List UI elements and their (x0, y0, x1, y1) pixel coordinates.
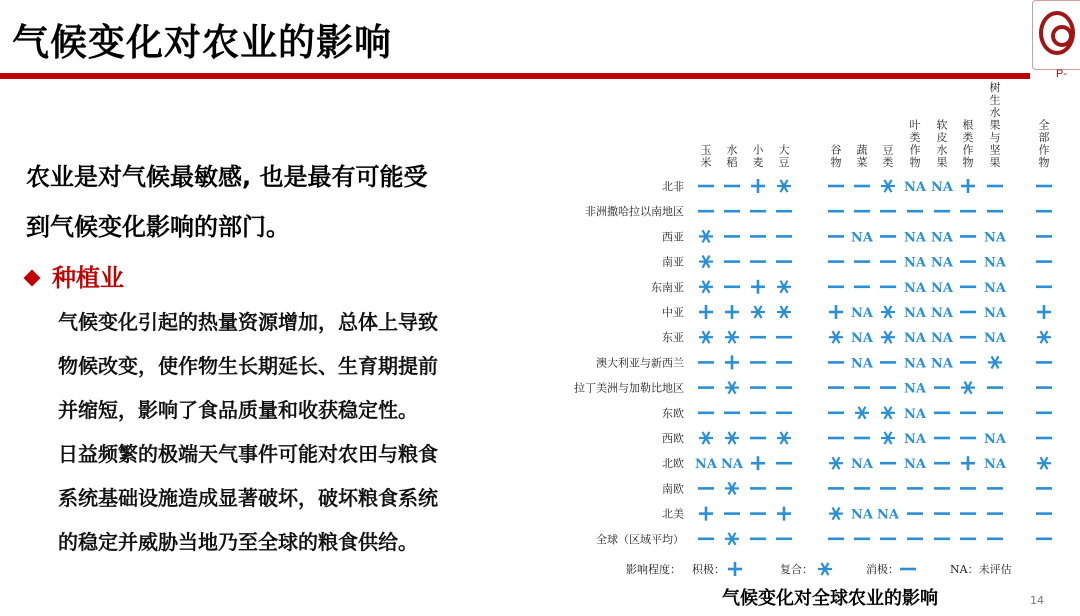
column-header-char: 物 (962, 156, 974, 169)
column-header-char: 树 (989, 81, 1001, 94)
paragraph-1-line-2: 物候改变，使作物生长期延长、生育期提前 (58, 354, 438, 378)
cell-mixed-mark (703, 256, 710, 268)
headline (26, 152, 506, 252)
page-number: 14 (1030, 594, 1044, 607)
cell-mixed-mark (729, 533, 736, 545)
cell-na-label: NA (984, 457, 1006, 473)
legend-positive-label: 积极： (692, 563, 725, 576)
cell-na-label: NA (904, 280, 926, 296)
section-title: 种植业 (52, 264, 124, 292)
column-header-char: 豆 (778, 156, 790, 169)
cell-mixed-mark (755, 306, 762, 318)
cell-mixed-mark (885, 180, 892, 192)
cell-mixed-mark (703, 230, 710, 242)
column-header-char: 作 (909, 143, 921, 157)
cell-mixed-mark (833, 457, 840, 469)
cell-na-label: NA (851, 356, 873, 372)
cell-na-label: NA (984, 230, 1006, 246)
row-label: 非洲撒哈拉以南地区 (585, 205, 684, 219)
cell-mixed-mark (729, 382, 736, 394)
cell-mixed-mark (781, 432, 788, 444)
cell-mixed-mark (781, 306, 788, 318)
cell-mixed-mark (729, 331, 736, 343)
column-header-char: 米 (700, 156, 712, 169)
column-header-char: 水 (726, 143, 738, 157)
cell-na-label: NA (984, 280, 1006, 296)
legend-mixed-label: 复合： (780, 563, 813, 576)
cell-mixed-mark (885, 306, 892, 318)
column-header-char: 类 (962, 131, 974, 144)
cell-na-label: NA (931, 356, 953, 372)
column-header-char: 作 (962, 143, 974, 157)
cell-na-label: NA (904, 255, 926, 271)
column-header-char: 菜 (856, 156, 868, 169)
row-label: 拉丁美洲与加勒比地区 (574, 381, 684, 395)
cell-mixed-mark (885, 331, 892, 343)
cell-na-label: NA (904, 230, 926, 246)
cell-mixed-mark (781, 281, 788, 293)
row-label: 东南亚 (651, 280, 684, 294)
cell-na-label: NA (984, 306, 1006, 321)
row-label: 东欧 (662, 406, 684, 420)
cell-mixed-mark (965, 382, 972, 394)
cell-na-label: NA (984, 432, 1006, 447)
cell-mixed-mark (885, 306, 892, 318)
column-header-char: 大 (778, 143, 790, 157)
column-header-char: 果 (989, 156, 1001, 169)
column-header-char: 玉 (700, 143, 712, 157)
column-header-char: 小 (752, 143, 764, 157)
cell-mixed-mark (965, 382, 972, 394)
cell-na-label: NA (904, 331, 926, 347)
column-header-char: 生 (989, 93, 1001, 107)
cell-na-label: NA (931, 180, 953, 195)
row-label: 北欧 (662, 457, 684, 471)
cell-na-label: NA (904, 406, 926, 422)
cell-na-label: NA (721, 457, 743, 473)
column-header-char: 部 (1038, 131, 1050, 144)
cell-na-label: NA (877, 507, 899, 523)
body-text (58, 300, 528, 564)
cell-mixed-mark (833, 331, 840, 343)
title-underline (0, 73, 1030, 79)
headline-line-2: 到气候变化影响的部门。 (26, 213, 290, 241)
cell-mixed-mark (885, 432, 892, 444)
cell-mixed-mark (1041, 331, 1048, 343)
cell-mixed-mark (729, 331, 736, 343)
logo (1032, 0, 1080, 70)
cell-na-label: NA (904, 180, 926, 195)
paragraph-2-line-3: 的稳定并威胁当地乃至全球的粮食供给。 (58, 530, 418, 554)
column-header-char: 根 (962, 118, 974, 132)
column-header-char: 物 (909, 156, 921, 169)
paragraph-2-line-1: 日益频繁的极端天气事件可能对农田与粮食 (58, 442, 438, 466)
headline-line-1: 农业是对气候最敏感, 也是最有可能受 (26, 163, 428, 191)
cell-mixed-mark (1041, 457, 1048, 469)
cell-mixed-mark (833, 508, 840, 520)
cell-mixed-mark (755, 306, 762, 318)
row-label: 东亚 (662, 331, 684, 345)
cell-mixed-mark (703, 432, 710, 444)
column-header-char: 软 (936, 118, 948, 132)
cell-mixed-mark (885, 407, 892, 419)
row-label: 北美 (662, 507, 684, 521)
cell-mixed-mark (729, 533, 736, 545)
cell-mixed-mark (781, 180, 788, 192)
cell-na-label: NA (984, 255, 1006, 271)
paragraph-1-line-3: 并缩短，影响了食品质量和收获稳定性。 (58, 398, 418, 422)
cell-na-label: NA (851, 306, 873, 321)
cell-mixed-mark (885, 331, 892, 343)
column-header-char: 豆 (882, 143, 894, 157)
cell-mixed-mark (703, 432, 710, 444)
cell-na-label: NA (904, 381, 926, 397)
column-header-char: 物 (830, 156, 842, 169)
cell-mixed-mark (833, 508, 840, 520)
paragraph-1-line-1: 气候变化引起的热量资源增加，总体上导致 (58, 310, 438, 334)
column-header-char: 作 (1038, 143, 1050, 157)
cell-na-label: NA (904, 432, 926, 447)
row-label: 南亚 (662, 255, 684, 269)
cell-mixed-mark (992, 356, 999, 368)
column-header-char: 叶 (909, 118, 921, 132)
legend-title: 影响程度： (626, 563, 681, 576)
column-header-char: 类 (882, 156, 894, 169)
row-label: 南欧 (662, 482, 684, 496)
legend-mixed-mark (822, 563, 829, 575)
cell-na-label: NA (904, 306, 926, 321)
column-header-char: 坚 (989, 143, 1001, 157)
cell-na-label: NA (931, 230, 953, 246)
cell-na-label: NA (931, 255, 953, 271)
figure-caption: 气候变化对全球农业的影响 (722, 588, 938, 609)
cell-na-label: NA (695, 457, 717, 473)
cell-mixed-mark (729, 432, 736, 444)
cell-na-label: NA (851, 457, 873, 473)
column-header-char: 全 (1038, 118, 1050, 132)
cell-mixed-mark (703, 256, 710, 268)
column-header-char: 麦 (752, 156, 764, 169)
cell-mixed-mark (1041, 331, 1048, 343)
cell-mixed-mark (781, 306, 788, 318)
cell-na-label: NA (851, 507, 873, 523)
cell-na-label: NA (904, 356, 926, 372)
cell-na-label: NA (851, 331, 873, 347)
column-header-char: 稻 (726, 156, 738, 169)
cell-mixed-mark (781, 180, 788, 192)
logo-mark-icon (1039, 11, 1075, 55)
column-header-char: 类 (909, 131, 921, 144)
cell-mixed-mark (703, 281, 710, 293)
cell-mixed-mark (781, 281, 788, 293)
cell-mixed-mark (703, 331, 710, 343)
column-header-char: 果 (936, 156, 948, 169)
column-header-char: 水 (989, 106, 1001, 119)
cell-mixed-mark (833, 331, 840, 343)
cell-mixed-mark (729, 382, 736, 394)
paragraph-2-line-2: 系统基础设施造成显著破坏，破坏粮食系统 (58, 486, 438, 510)
row-label: 西亚 (662, 230, 684, 244)
cell-mixed-mark (992, 356, 999, 368)
slide-title: 气候变化对农业的影响 (12, 21, 392, 64)
row-label: 全球（区域平均） (596, 532, 684, 546)
cell-mixed-mark (885, 407, 892, 419)
row-label: 西欧 (662, 432, 684, 445)
cell-mixed-mark (885, 432, 892, 444)
row-label: 北非 (662, 180, 684, 193)
cell-mixed-mark (859, 407, 866, 419)
column-header-char: 水 (936, 143, 948, 157)
logo-text: P- (1056, 68, 1067, 80)
column-header-char: 物 (1038, 156, 1050, 169)
cell-mixed-mark (885, 180, 892, 192)
column-header-char: 蔬 (856, 143, 868, 157)
cell-mixed-mark (781, 432, 788, 444)
cell-mixed-mark (729, 482, 736, 494)
cell-mixed-mark (729, 482, 736, 494)
legend-negative-label: 消极： (866, 563, 899, 576)
cell-na-label: NA (931, 331, 953, 347)
column-header-char: 皮 (936, 131, 948, 144)
diamond-bullet-icon (24, 270, 41, 287)
cell-mixed-mark (703, 230, 710, 242)
column-header-char: 果 (989, 118, 1001, 132)
section-header (26, 258, 124, 293)
cell-na-label: NA (851, 230, 873, 246)
cell-mixed-mark (859, 407, 866, 419)
cell-na-label: NA (931, 280, 953, 296)
cell-mixed-mark (703, 281, 710, 293)
cell-mixed-mark (729, 432, 736, 444)
row-label: 中亚 (662, 306, 684, 319)
cell-na-label: NA (931, 306, 953, 321)
column-header-char: 与 (989, 131, 1001, 144)
cell-mixed-mark (833, 457, 840, 469)
cell-na-label: NA (984, 331, 1006, 347)
cell-mixed-mark (1041, 457, 1048, 469)
row-label: 澳大利亚与新西兰 (596, 356, 684, 370)
column-header-char: 谷 (830, 143, 842, 157)
legend-na-label: NA：未评估 (950, 563, 1012, 576)
cell-mixed-mark (703, 331, 710, 343)
cell-na-label: NA (904, 457, 926, 473)
legend-mixed-mark (822, 563, 829, 575)
